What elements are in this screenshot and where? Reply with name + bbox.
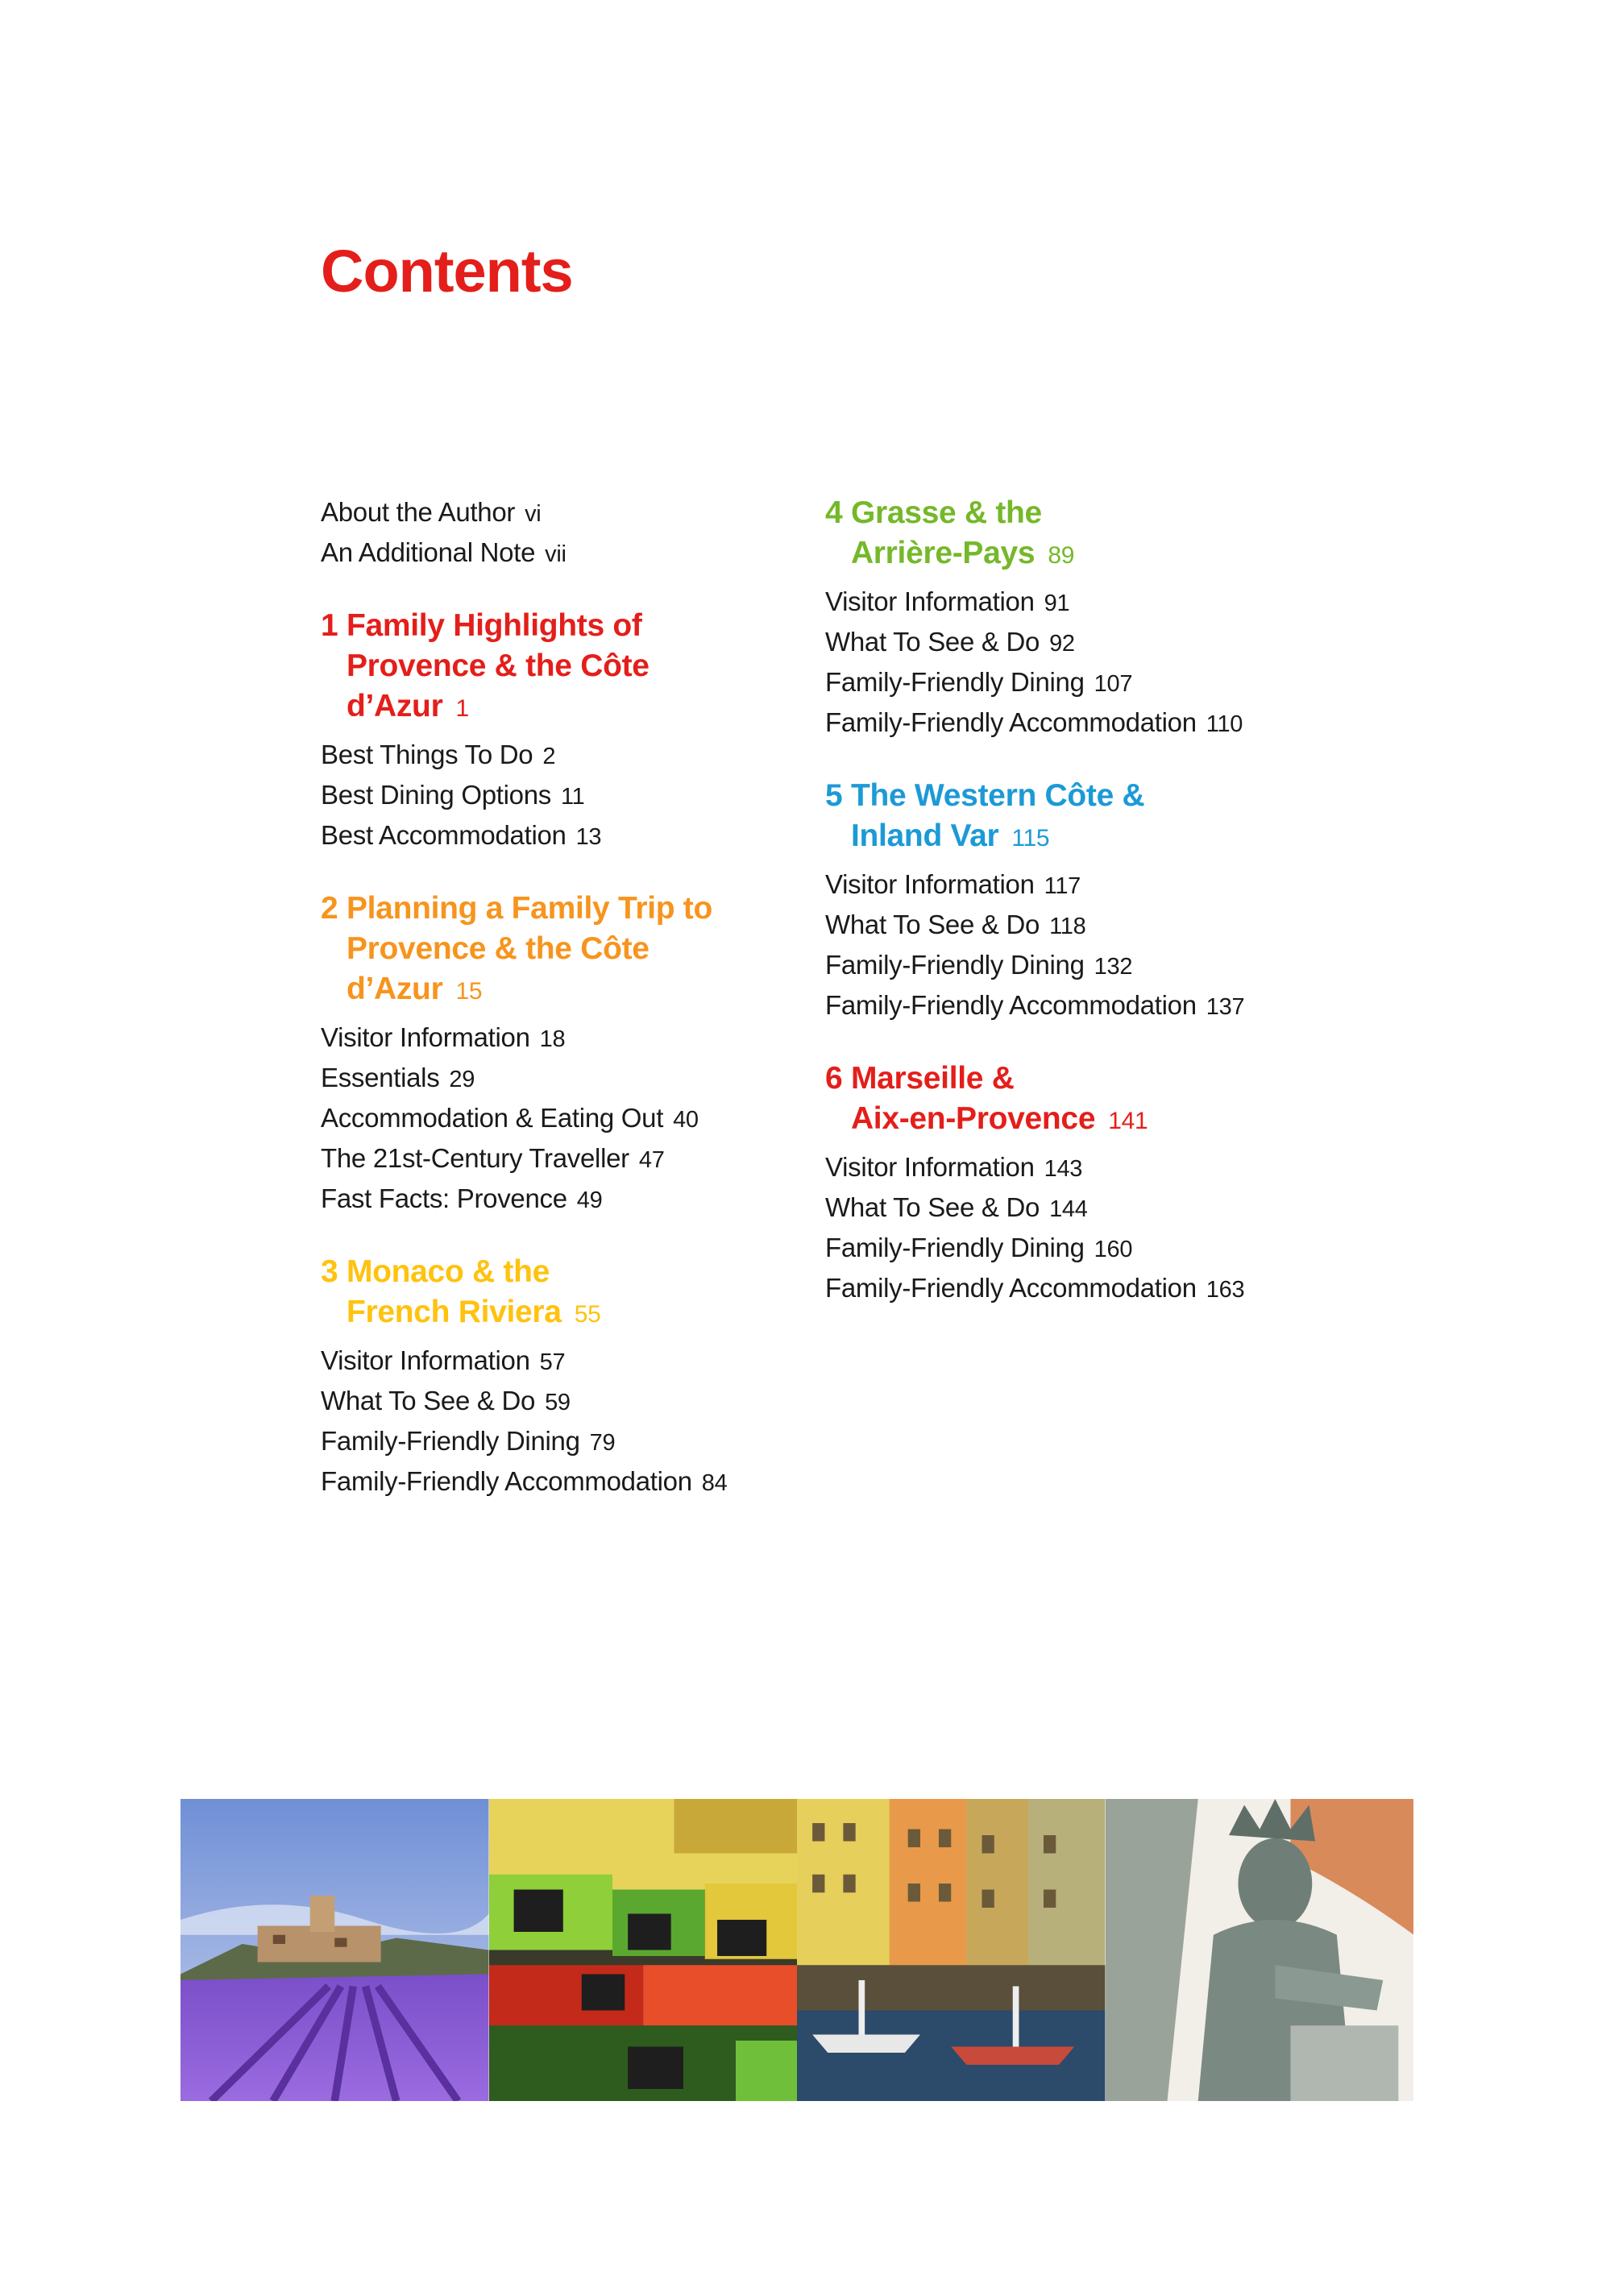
- toc-entry[interactable]: [321, 1462, 804, 1502]
- chapter-4: [825, 493, 1309, 744]
- toc-entry[interactable]: [321, 1422, 804, 1462]
- entry-label: Visitor Information: [825, 869, 1035, 899]
- page-number: 91: [1044, 591, 1070, 616]
- chapter-1: [321, 606, 804, 856]
- chapter-number: 2: [321, 891, 338, 926]
- entry-label: What To See & Do: [825, 1192, 1040, 1222]
- chapter-number: 5: [825, 778, 843, 813]
- page-number: 84: [701, 1470, 728, 1496]
- chapter-title-line: Aix-en-Provence: [850, 1101, 1096, 1136]
- toc-entry[interactable]: [825, 582, 1309, 623]
- statue-photo: [1106, 1799, 1414, 2101]
- entry-label: Family-Friendly Dining: [321, 1426, 580, 1456]
- chapter-number: 6: [825, 1061, 843, 1096]
- chapter-heading[interactable]: [825, 493, 1309, 576]
- chapter-title-line: Provence & the Côte: [346, 931, 650, 966]
- toc-entry[interactable]: [825, 946, 1309, 986]
- chapter-heading[interactable]: [321, 1252, 804, 1335]
- chapter-title-line: Provence & the Côte: [346, 649, 650, 683]
- page-number: 47: [638, 1147, 665, 1173]
- chapter-5: [825, 776, 1309, 1026]
- page-number: 110: [1206, 711, 1243, 737]
- entry-label: What To See & Do: [825, 910, 1040, 939]
- toc-entry[interactable]: [825, 1229, 1309, 1269]
- page-number: 57: [539, 1349, 566, 1375]
- page-number: 163: [1206, 1277, 1245, 1303]
- front-matter-list: [321, 493, 804, 574]
- toc-entry[interactable]: [321, 736, 804, 776]
- chapter-2: [321, 889, 804, 1220]
- toc-entry[interactable]: [825, 703, 1309, 744]
- harbour-houses-photo: [797, 1799, 1106, 2101]
- entry-label: Family-Friendly Accommodation: [825, 707, 1197, 737]
- entry-label: Family-Friendly Accommodation: [825, 990, 1197, 1020]
- chapter-title-line: The Western Côte &: [850, 778, 1145, 813]
- toc-entry[interactable]: [825, 1269, 1309, 1309]
- chapter-title-line: d’Azur: [346, 689, 443, 723]
- toc-entry[interactable]: [321, 1382, 804, 1422]
- toc-entry[interactable]: [825, 865, 1309, 906]
- toc-column-left: [321, 493, 804, 1535]
- toc-entry[interactable]: [321, 1099, 804, 1139]
- page-number: 118: [1049, 914, 1086, 939]
- entry-label: Visitor Information: [321, 1345, 530, 1375]
- toc-entry[interactable]: [321, 533, 804, 574]
- chapter-page-number: 141: [1108, 1108, 1148, 1134]
- entry-label: Visitor Information: [825, 586, 1035, 616]
- toc-entry[interactable]: [825, 623, 1309, 663]
- page-number: 29: [449, 1067, 475, 1092]
- chapter-page-number: 89: [1048, 542, 1075, 569]
- page-number: 11: [560, 784, 585, 810]
- chapter-heading[interactable]: [825, 776, 1309, 859]
- entry-label: Family-Friendly Dining: [825, 950, 1085, 980]
- entry-label: What To See & Do: [321, 1386, 536, 1415]
- page-number: 160: [1094, 1237, 1133, 1262]
- chapter-number: 4: [825, 495, 843, 530]
- entry-label: About the Author: [321, 497, 516, 527]
- page-number: 18: [539, 1026, 566, 1052]
- chapter-title-line: Arrière-Pays: [850, 536, 1035, 570]
- toc-entry[interactable]: [825, 663, 1309, 703]
- chapter-page-number: 115: [1011, 825, 1050, 852]
- page-number: vii: [545, 541, 567, 567]
- entry-label: Fast Facts: Provence: [321, 1183, 567, 1213]
- toc-entry[interactable]: [321, 1179, 804, 1220]
- chapter-page-number: 1: [455, 695, 469, 722]
- toc-entry[interactable]: [321, 1341, 804, 1382]
- entry-label: Family-Friendly Dining: [825, 667, 1085, 697]
- photo-strip: [181, 1799, 1413, 2101]
- entry-label: Family-Friendly Accommodation: [825, 1273, 1197, 1303]
- chapter-6: [825, 1059, 1309, 1309]
- page-number: 132: [1094, 954, 1133, 980]
- page-number: 13: [575, 824, 602, 850]
- page-number: vi: [525, 501, 542, 527]
- chapter-title-line: French Riviera: [346, 1295, 562, 1329]
- toc-entry[interactable]: [825, 906, 1309, 946]
- page-number: 92: [1049, 631, 1075, 657]
- chapter-number: 1: [321, 608, 338, 643]
- toc-entry[interactable]: [825, 1188, 1309, 1229]
- page-number: 107: [1094, 671, 1133, 697]
- entry-label: Essentials: [321, 1063, 440, 1092]
- chapter-title-line: Monaco & the: [346, 1254, 550, 1289]
- entry-label: Family-Friendly Accommodation: [321, 1466, 692, 1496]
- page-number: 59: [545, 1390, 571, 1415]
- page-number: 79: [589, 1430, 616, 1456]
- toc-entry[interactable]: [321, 493, 804, 533]
- entry-label: Family-Friendly Dining: [825, 1233, 1085, 1262]
- toc-entry[interactable]: [321, 776, 804, 816]
- chapter-title-line: Inland Var: [850, 819, 999, 853]
- page-number: 144: [1049, 1196, 1088, 1222]
- entry-label: Accommodation & Eating Out: [321, 1103, 664, 1133]
- page-number: 49: [576, 1187, 603, 1213]
- chapter-page-number: 15: [455, 978, 483, 1005]
- entry-label: Best Things To Do: [321, 740, 533, 769]
- toc-entry[interactable]: [825, 986, 1309, 1026]
- entry-label: An Additional Note: [321, 537, 536, 567]
- entry-label: What To See & Do: [825, 627, 1040, 657]
- chapter-page-number: 55: [574, 1301, 601, 1328]
- entry-label: The 21st-Century Traveller: [321, 1143, 629, 1173]
- chapter-title-line: Grasse & the: [850, 495, 1042, 530]
- chapter-title-line: Planning a Family Trip to: [346, 891, 713, 926]
- chapter-heading[interactable]: [825, 1059, 1309, 1142]
- chapter-title-line: d’Azur: [346, 972, 443, 1006]
- page-number: 117: [1044, 873, 1081, 899]
- toc-column-right: [825, 493, 1309, 1341]
- chapter-title-line: Family Highlights of: [346, 608, 642, 643]
- chapter-3: [321, 1252, 804, 1502]
- entry-label: Visitor Information: [825, 1152, 1035, 1182]
- page-number: 143: [1044, 1156, 1083, 1182]
- page-number: 137: [1206, 994, 1245, 1020]
- lavender-village-photo: [181, 1799, 489, 2101]
- toc-entry[interactable]: [321, 1139, 804, 1179]
- chapter-heading[interactable]: [321, 606, 804, 729]
- entry-label: Best Dining Options: [321, 780, 551, 810]
- entry-label: Best Accommodation: [321, 820, 567, 850]
- page-number: 40: [673, 1107, 699, 1133]
- entry-label: Visitor Information: [321, 1022, 530, 1052]
- page-number: 2: [542, 744, 556, 769]
- chapter-title-line: Marseille &: [850, 1061, 1015, 1096]
- toc-entry[interactable]: [321, 1059, 804, 1099]
- page-title: Contents: [321, 238, 573, 305]
- market-produce-photo: [489, 1799, 798, 2101]
- chapter-heading[interactable]: [321, 889, 804, 1012]
- chapter-number: 3: [321, 1254, 338, 1289]
- toc-entry[interactable]: [321, 816, 804, 856]
- toc-entry[interactable]: [825, 1148, 1309, 1188]
- toc-entry[interactable]: [321, 1018, 804, 1059]
